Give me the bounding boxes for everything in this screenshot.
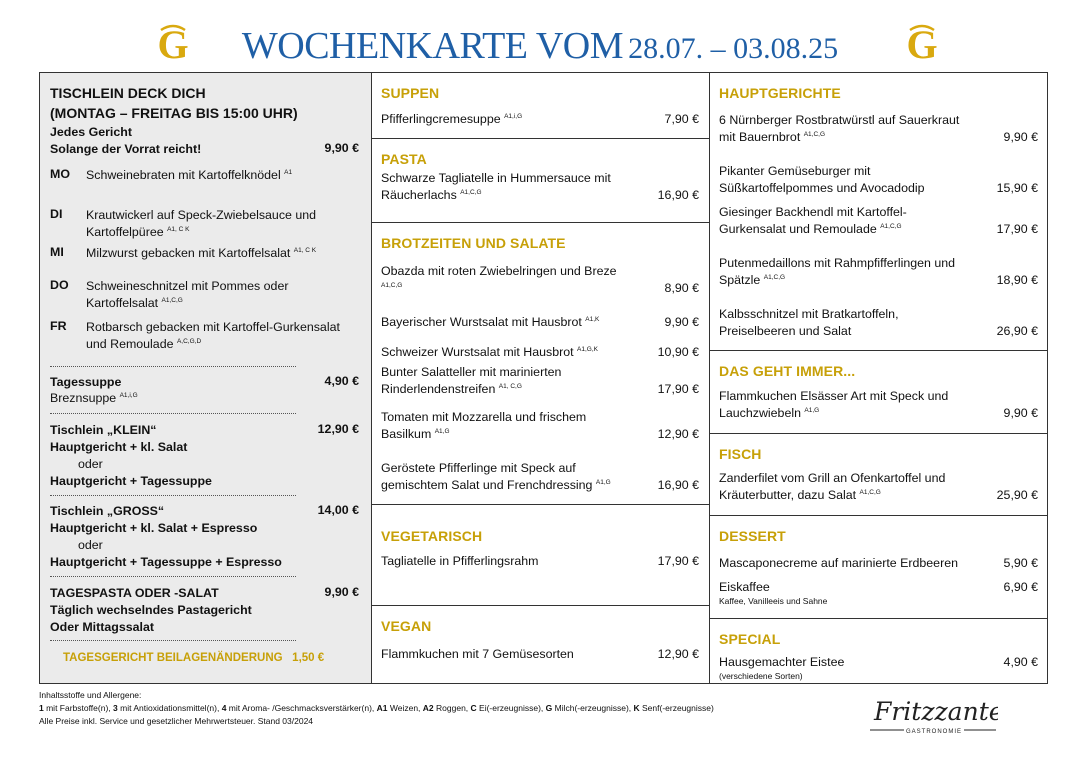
- menu-item: [719, 470, 1038, 504]
- allergen-code: A1,C,G: [859, 489, 881, 496]
- menu-item: [381, 314, 699, 331]
- section-suppen: [372, 73, 709, 139]
- allergen-title: Inhaltsstoffe und Allergene:: [39, 690, 142, 700]
- section-heading: FISCH: [719, 446, 762, 462]
- menu-item: [719, 579, 1038, 607]
- lunch-sub2: Solange der Vorrat reicht!: [50, 142, 202, 156]
- menu-item-name: Zanderfilet vom Grill an Ofenkartoffel und Kräuterbutter, dazu Salat $^{A1,C,G}$: [719, 471, 946, 502]
- menu-item: [381, 460, 699, 494]
- weekday-dish: Krautwickerl auf Speck-Zwiebelsauce und Kartoffelpüree $^{A1, C K}$: [86, 208, 317, 239]
- menu-item: [381, 344, 699, 361]
- menu-item-name: Obazda mit roten Zwiebelringen und Breze $^{A1,C,G}$: [381, 264, 617, 289]
- allergen-code: A1: [284, 169, 293, 176]
- menu-item: [719, 112, 1038, 146]
- section-das-geht-immer: [710, 351, 1048, 434]
- allergen-code: A1,C,G: [460, 189, 482, 196]
- menu-item: [381, 646, 699, 663]
- menu-item-price: 16,90 €: [657, 478, 699, 492]
- divider: [50, 576, 296, 577]
- menu-item-name: Eiskaffee: [719, 580, 770, 594]
- menu-item-name: Schweizer Wurstsalat mit Hausbrot $^{A1,G,K}$: [381, 345, 598, 359]
- section-vegan: [372, 606, 709, 685]
- allergen-code: A1,K: [585, 316, 600, 323]
- menu-item: [381, 553, 699, 570]
- menu-item-name: Flammkuchen Elsässer Art mit Speck und Lauchzwiebeln $^{A1,G}$: [719, 389, 949, 420]
- menu-item-name: Bayerischer Wurstsalat mit Hausbrot $^{A1,K}$: [381, 315, 600, 329]
- menu-item-price: 9,90 €: [1003, 406, 1038, 420]
- section-heading: SUPPEN: [381, 85, 440, 101]
- menu-item-price: 12,90 €: [657, 647, 699, 661]
- allergen-code: A1,G: [595, 479, 611, 486]
- menu-item-name: Flammkuchen mit 7 Gemüsesorten: [381, 647, 574, 661]
- allergen-code: A1,C,G: [763, 274, 786, 281]
- menu-item-price: 15,90 €: [996, 181, 1038, 195]
- menu-item-price: 12,90 €: [657, 427, 699, 441]
- pasta-price: 9,90 €: [324, 585, 359, 599]
- menu-item-price: 4,90 €: [1003, 655, 1038, 669]
- allergen-code: A1,G,K: [577, 346, 598, 353]
- menu-item: [719, 163, 1038, 197]
- menu-item-name: Schwarze Tagliatelle in Hummersauce mit Räucherlachs $^{A1,C,G}$: [381, 171, 611, 202]
- klein-or: oder: [78, 457, 103, 471]
- menu-item: [381, 263, 699, 297]
- side-change: TAGESGERICHT BEILAGENÄNDERUNG 1,50 €: [63, 652, 325, 664]
- menu-item: [719, 555, 1038, 572]
- menu-item-price: 17,90 €: [657, 554, 699, 568]
- section-heading: VEGAN: [381, 618, 432, 634]
- section-hauptgerichte: [710, 73, 1048, 351]
- allergen-legend: 1 mit Farbstoffe(n), 3 mit Antioxidationsmittel(n), 4 mit Aroma- /Geschmacksverstärker(n), A1 Weizen, A2 Roggen, C Ei(-erzeugnisse), G Milch(-erzeugnisse), K Senf(-erzeugnisse): [39, 703, 714, 713]
- menu-item-name: Pfifferlingcremesuppe $^{A1,i,G}$: [381, 112, 523, 126]
- section-special: [710, 619, 1048, 685]
- menu-item-name: Hausgemachter Eistee: [719, 655, 845, 669]
- section-heading: DESSERT: [719, 528, 786, 544]
- section-brotzeiten: [372, 223, 709, 505]
- lunch-title: TISCHLEIN DECK DICH: [50, 85, 206, 101]
- menu-item-price: 7,90 €: [664, 112, 699, 126]
- klein-title: Tischlein „KLEIN“: [50, 423, 157, 437]
- gross-or: oder: [78, 538, 103, 552]
- menu-item-name: Giesinger Backhendl mit Kartoffel-Gurkensalat und Remoulade $^{A1,C,G}$: [719, 205, 907, 236]
- column-2: [372, 73, 710, 683]
- klein-price: 12,90 €: [317, 422, 359, 436]
- allergen-code: A1,C,G: [161, 297, 183, 304]
- weekday-dish: Schweineschnitzel mit Pommes oder Kartoffelsalat $^{A1,C,G}$: [86, 279, 289, 310]
- pasta-title: TAGESPASTA ODER -SALAT: [50, 586, 219, 600]
- allergen-code: A1,G: [434, 428, 450, 435]
- soup-price: 4,90 €: [324, 374, 359, 388]
- gross-line1: Hauptgericht + kl. Salat + Espresso: [50, 521, 258, 535]
- menu-item: [381, 170, 699, 204]
- pasta-line2: Oder Mittagssalat: [50, 620, 154, 634]
- allergen-code: A1,C,G: [880, 223, 902, 230]
- menu-item: [719, 255, 1038, 289]
- menu-item: [719, 654, 1038, 682]
- section-vegetarisch: [372, 505, 709, 606]
- allergen-code: A,C,G,D: [176, 338, 202, 345]
- menu-item-price: 6,90 €: [1003, 580, 1038, 594]
- menu-item-name: Mascaponecreme auf marinierte Erdbeeren: [719, 556, 958, 570]
- column-3: [710, 73, 1048, 683]
- menu-frame: [39, 72, 1048, 684]
- weekday-label: DI: [50, 207, 63, 221]
- section-heading: HAUPTGERICHTE: [719, 85, 841, 101]
- allergen-code: A1,G: [804, 407, 820, 414]
- menu-item: [719, 204, 1038, 238]
- menu-item-price: 8,90 €: [664, 281, 699, 295]
- section-heading: PASTA: [381, 151, 427, 167]
- svg-text:GASTRONOMIE: GASTRONOMIE: [905, 729, 963, 735]
- menu-item-name: Putenmedaillons mit Rahmpfifferlingen und Spätzle $^{A1,C,G}$: [719, 256, 956, 287]
- menu-item-sub: (verschiedene Sorten): [719, 671, 803, 681]
- fritzzante-logo: [868, 690, 998, 746]
- menu-item-price: 9,90 €: [1003, 130, 1038, 144]
- gross-title: Tischlein „GROSS“: [50, 504, 165, 518]
- menu-item-price: 26,90 €: [996, 324, 1038, 338]
- menu-item-name: Tomaten mit Mozzarella und frischem Basilkum $^{A1,G}$: [381, 410, 587, 441]
- menu-item-name: Pikanter Gemüseburger mit Süßkartoffelpommes und Avocadodip: [719, 164, 925, 195]
- allergen-code: A1, C,G: [498, 383, 522, 390]
- lunch-column: [40, 73, 372, 683]
- section-heading: SPECIAL: [719, 631, 781, 647]
- g-logo-right-icon: [902, 20, 942, 66]
- weekday-dish: Schweinebraten mit Kartoffelknödel $^{A1}$: [86, 168, 293, 182]
- gross-line2: Hauptgericht + Tagessuppe + Espresso: [50, 555, 282, 569]
- svg-text:G: G: [157, 22, 189, 66]
- weekday-label: DO: [50, 278, 69, 292]
- menu-item-name: Bunter Salatteller mit marinierten Rinderlendenstreifen $^{A1, C,G}$: [381, 365, 562, 396]
- allergen-code: A1, C K: [293, 247, 317, 254]
- divider: [50, 366, 296, 367]
- menu-item: [381, 364, 699, 398]
- weekday-dish: Milzwurst gebacken mit Kartoffelsalat $^{A1, C K}$: [86, 246, 317, 260]
- menu-item: [719, 306, 1038, 340]
- divider: [50, 413, 296, 414]
- title-dates: 28.07. – 03.08.25: [628, 32, 839, 65]
- weekday-label: MO: [50, 167, 70, 181]
- allergen-code: A1,i,G: [504, 113, 523, 120]
- menu-item: [381, 409, 699, 443]
- price-note: Alle Preise inkl. Service und gesetzlicher Mehrwertsteuer. Stand 03/2024: [39, 716, 314, 726]
- divider: [50, 640, 296, 641]
- menu-item-price: 10,90 €: [657, 345, 699, 359]
- lunch-sub: Jedes Gericht: [50, 125, 132, 139]
- section-heading: DAS GEHT IMMER...: [719, 363, 856, 379]
- svg-text:Fritzzante: Fritzzante: [874, 697, 998, 726]
- svg-text:G: G: [906, 22, 938, 66]
- title-main: WOCHENKARTE VOM: [241, 25, 623, 67]
- menu-item-name: Tagliatelle in Pfifferlingsrahm: [381, 554, 539, 568]
- lunch-price: 9,90 €: [324, 141, 359, 155]
- klein-line2: Hauptgericht + Tagessuppe: [50, 474, 212, 488]
- menu-item-price: 5,90 €: [1003, 556, 1038, 570]
- soup-name: Breznsuppe $^{A1,i,G}$: [50, 391, 138, 405]
- divider: [50, 495, 296, 496]
- section-pasta: [372, 139, 709, 223]
- menu-item-name: Geröstete Pfifferlinge mit Speck auf gemischtem Salat und Frenchdressing $^{A1,G}$: [381, 461, 611, 492]
- soup-title: Tagessuppe: [50, 375, 122, 389]
- weekday-label: FR: [50, 319, 67, 333]
- header: [0, 0, 1080, 72]
- menu-item-price: 17,90 €: [657, 382, 699, 396]
- allergen-code: A1,C,G: [803, 131, 826, 138]
- gross-price: 14,00 €: [317, 503, 359, 517]
- menu-item-price: 9,90 €: [664, 315, 699, 329]
- pasta-line1: Täglich wechselndes Pastagericht: [50, 603, 252, 617]
- weekday-dish: Rotbarsch gebacken mit Kartoffel-Gurkensalat und Remoulade $^{A,C,G,D}$: [86, 320, 340, 351]
- allergen-code: A1,C,G: [381, 282, 403, 289]
- menu-item-price: 17,90 €: [996, 222, 1038, 236]
- menu-item-name: 6 Nürnberger Rostbratwürstl auf Sauerkraut mit Bauernbrot $^{A1,C,G}$: [719, 113, 960, 144]
- menu-item-price: 16,90 €: [657, 188, 699, 202]
- menu-item-name: Kalbsschnitzel mit Bratkartoffeln, Preiselbeeren und Salat: [719, 307, 899, 338]
- section-fisch: [710, 434, 1048, 516]
- menu-item-price: 18,90 €: [996, 273, 1038, 287]
- section-dessert: [710, 516, 1048, 619]
- menu-item-price: 25,90 €: [996, 488, 1038, 502]
- allergen-code: A1, C K: [167, 226, 190, 233]
- weekday-label: MI: [50, 245, 64, 259]
- section-heading: BROTZEITEN UND SALATE: [381, 235, 566, 251]
- menu-item: [381, 111, 699, 128]
- menu-item: [719, 388, 1038, 422]
- lunch-hours: (MONTAG – FREITAG BIS 15:00 UHR): [50, 105, 298, 121]
- klein-line1: Hauptgericht + kl. Salat: [50, 440, 188, 454]
- section-heading: VEGETARISCH: [381, 528, 483, 544]
- menu-item-sub: Kaffee, Vanilleeis und Sahne: [719, 596, 828, 606]
